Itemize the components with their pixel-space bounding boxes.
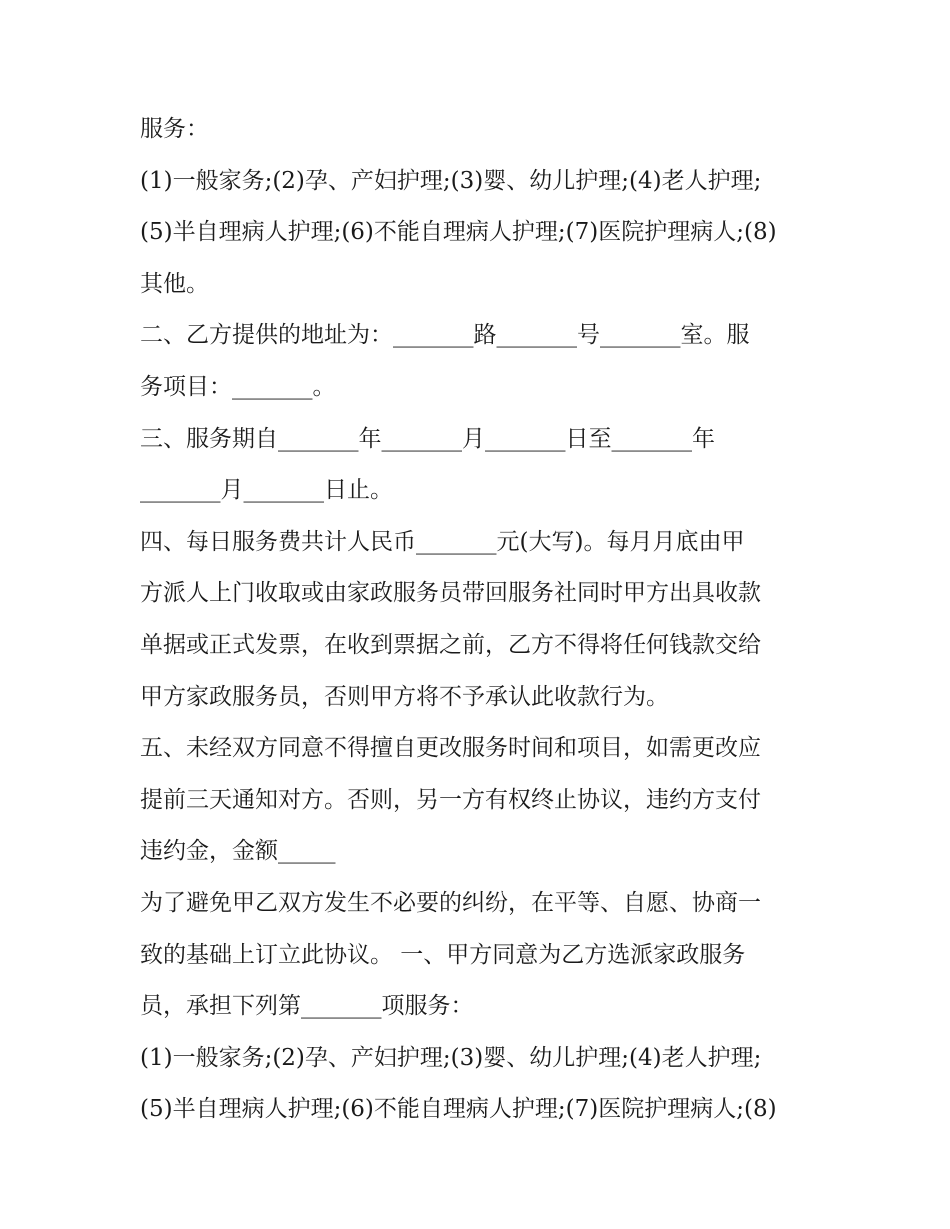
text-line: 其他。 [140, 270, 209, 297]
text-line: 务项目：_______。 [140, 373, 336, 400]
text-line: 四、每日服务费共计人民币_______元(大写)。每月月底由甲 [140, 528, 745, 555]
text-line: 五、未经双方同意不得擅自更改服务时间和项目，如需更改应 [140, 735, 761, 762]
text-line: 二、乙方提供的地址为：_______路_______号_______室。服 [140, 322, 750, 349]
text-line: 员，承担下列第_______项服务： [140, 993, 474, 1020]
text-line: 三、服务期自_______年_______月_______日至_______年 [140, 425, 715, 452]
text-line: 提前三天通知对方。否则，另一方有权终止协议，违约方支付 [140, 786, 761, 813]
text-line: _______月_______日止。 [140, 477, 393, 504]
text-line: (1)一般家务;(2)孕、产妇护理;(3)婴、幼儿护理;(4)老人护理; [140, 167, 762, 194]
text-line: (1)一般家务;(2)孕、产妇护理;(3)婴、幼儿护理;(4)老人护理; [140, 1044, 762, 1071]
text-line: (5)半自理病人护理;(6)不能自理病人护理;(7)医院护理病人;(8) [140, 219, 777, 246]
text-line: 服务： [140, 116, 209, 142]
contract-text [140, 104, 820, 1136]
text-line: 单据或正式发票，在收到票据之前，乙方不得将任何钱款交给 [140, 631, 761, 658]
text-line: 违约金，金额_____ [140, 838, 336, 865]
text-line: 为了避免甲乙双方发生不必要的纠纷，在平等、自愿、协商一 [140, 889, 761, 916]
text-line: 致的基础上订立此协议。 一、甲方同意为乙方选派家政服务 [140, 941, 746, 968]
text-line: (5)半自理病人护理;(6)不能自理病人护理;(7)医院护理病人;(8) [140, 1096, 777, 1123]
text-line: 方派人上门收取或由家政服务员带回服务社同时甲方出具收款 [140, 580, 761, 607]
text-line: 甲方家政服务员，否则甲方将不予承认此收款行为。 [140, 683, 669, 710]
